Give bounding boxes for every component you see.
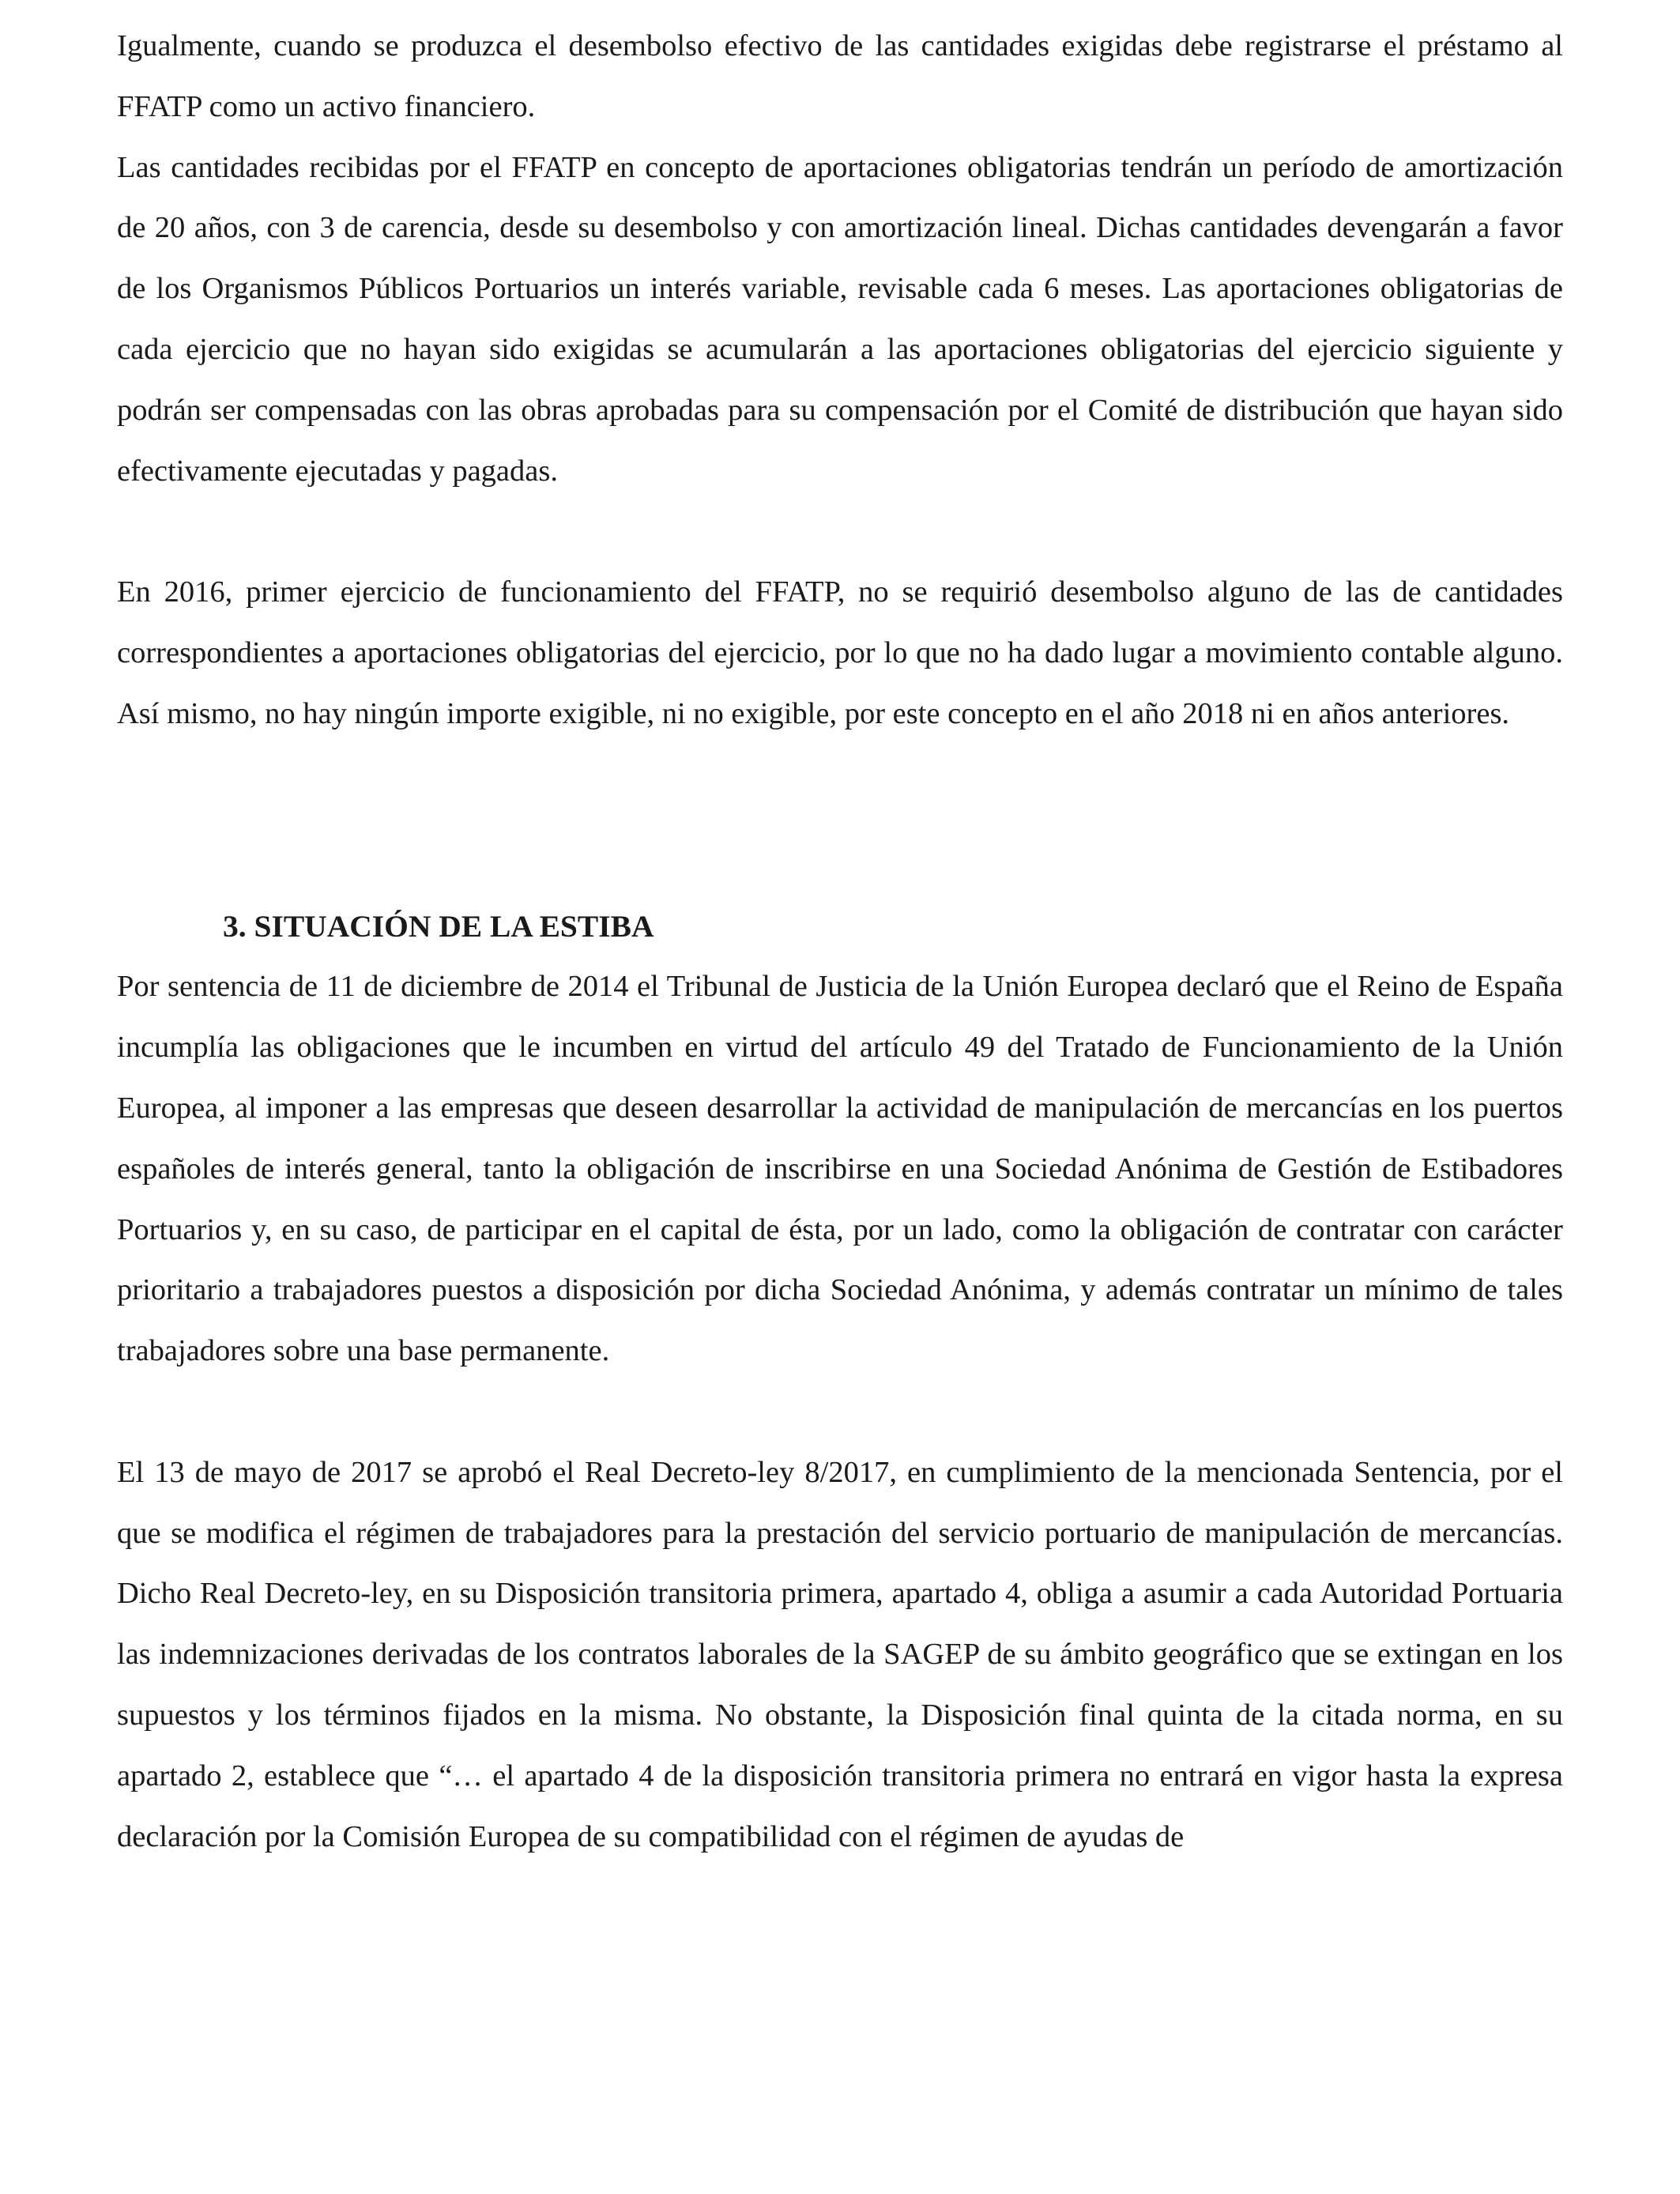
paragraph-spacer [117,1382,1563,1442]
paragraph-ejercicio-2016: En 2016, primer ejercicio de funcionamiento del FFATP, no se requirió desembolso alguno de las de cantidades correspondientes a aportaciones obligatorias del ejercicio, por lo que no ha dado lugar a movimiento contable alguno. Así mismo, no hay ningún importe exigible, ni no exigible, por este concepto en el año 2018 ni en años anteriores. [117,575,1563,730]
section-spacer [117,745,1563,896]
section-heading: 3. SITUACIÓN DE LA ESTIBA [223,908,654,944]
paragraph-sentencia: Por sentencia de 11 de diciembre de 2014 el Tribunal de Justicia de la Unión Europea declaró que el Reino de España incumplía las obligaciones que le incumben en virtud del artículo 49 del Tratado de Funcionamiento de la Unión Europea, al imponer a las empresas que deseen desarrollar la actividad de manipulación de mercancías en los puertos españoles de interés general, tanto la obligación de inscribirse en una Sociedad Anónima de Gestión de Estibadores Portuarios y, en su caso, de participar en el capital de ésta, por un lado, como la obligación de contratar con carácter prioritario a trabajadores puestos a disposición por dicha Sociedad Anónima, y además contratar un mínimo de tales trabajadores sobre una base permanente. [117,970,1563,1368]
document-page [117,16,1563,1867]
paragraph-real-decreto: El 13 de mayo de 2017 se aprobó el Real Decreto-ley 8/2017, en cumplimiento de la mencionada Sentencia, por el que se modifica el régimen de trabajadores para la prestación del servicio portuario de manipulación de mercancías. Dicho Real Decreto-ley, en su Disposición transitoria primera, apartado 4, obliga a asumir a cada Autoridad Portuaria las indemnizaciones derivadas de los contratos laborales de la SAGEP de su ámbito geográfico que se extingan en los supuestos y los términos fijados en la misma. No obstante, la Disposición final quinta de la citada norma, en su apartado 2, establece que “… el apartado 4 de la disposición transitoria primera no entrará en vigor hasta la expresa declaración por la Comisión Europea de su compatibilidad con el régimen de ayudas de [117,1455,1563,1853]
paragraph-spacer [117,501,1563,562]
paragraph-registro-prestamo: Igualmente, cuando se produzca el desembolso efectivo de las cantidades exigidas debe registrarse el préstamo al FFATP como un activo financiero. [117,29,1563,123]
paragraph-amortizacion: Las cantidades recibidas por el FFATP en concepto de aportaciones obligatorias tendrán un período de amortización de 20 años, con 3 de carencia, desde su desembolso y con amortización lineal. Dichas cantidades devengarán a favor de los Organismos Públicos Portuarios un interés variable, revisable cada 6 meses. Las aportaciones obligatorias de cada ejercicio que no hayan sido exigidas se acumularán a las aportaciones obligatorias del ejercicio siguiente y podrán ser compensadas con las obras aprobadas para su compensación por el Comité de distribución que hayan sido efectivamente ejecutadas y pagadas. [117,150,1563,488]
